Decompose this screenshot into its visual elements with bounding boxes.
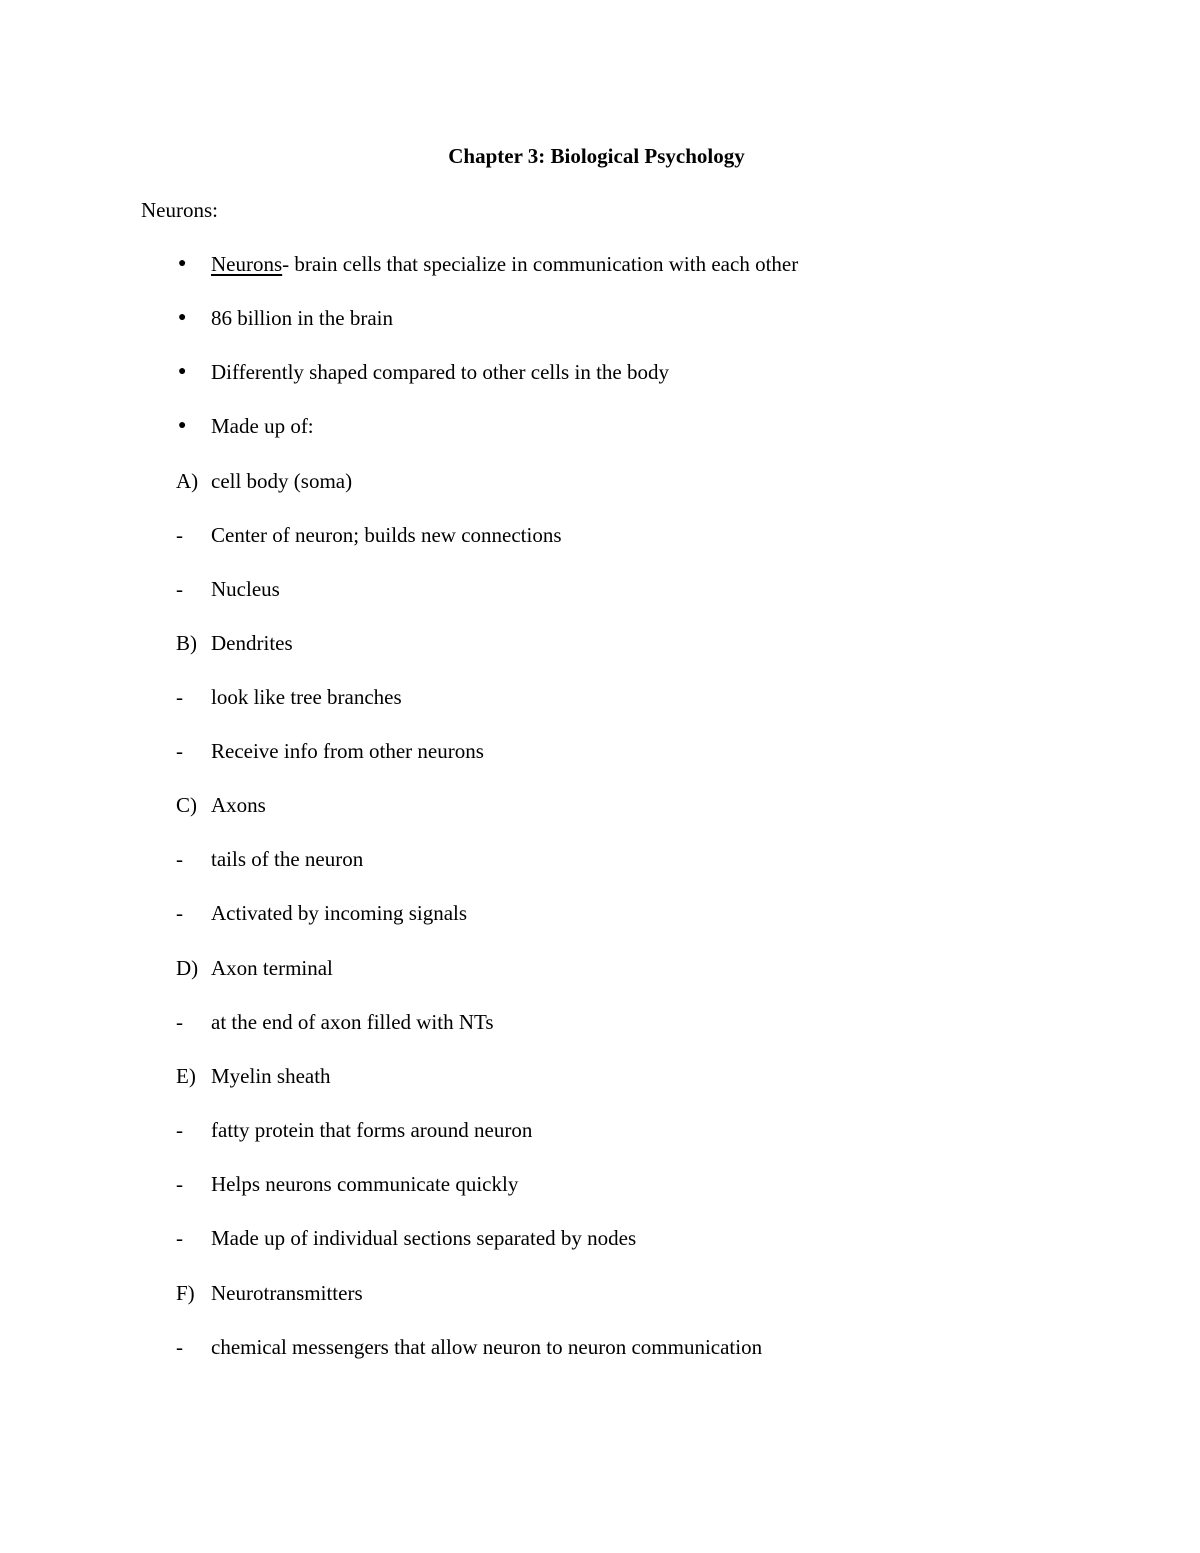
list-item-text: Neurons- brain cells that specialize in communication with each other bbox=[211, 252, 799, 276]
part-marker: D) bbox=[176, 956, 199, 980]
part-heading bbox=[0, 789, 1100, 821]
detail-text: at the end of axon filled with NTs bbox=[211, 1010, 494, 1034]
detail-item bbox=[0, 1114, 1100, 1146]
part-heading bbox=[0, 627, 1100, 659]
detail-item bbox=[0, 1222, 1100, 1254]
bullet-icon: ● bbox=[178, 256, 187, 271]
detail-item bbox=[0, 735, 1100, 767]
part-heading bbox=[0, 1060, 1100, 1092]
list-item-text: Differently shaped compared to other cells in the body bbox=[211, 360, 669, 384]
detail-item bbox=[0, 897, 1100, 929]
part-text: Axon terminal bbox=[211, 956, 333, 980]
detail-item bbox=[0, 681, 1100, 713]
bullet-icon: ● bbox=[178, 418, 187, 433]
bullet-icon: ● bbox=[178, 364, 187, 379]
detail-text: Activated by incoming signals bbox=[211, 901, 468, 925]
part-marker: A) bbox=[176, 469, 199, 493]
part-text: Neurotransmitters bbox=[211, 1281, 363, 1305]
dash-marker: - bbox=[176, 1335, 183, 1359]
detail-item bbox=[0, 1006, 1100, 1038]
detail-item bbox=[0, 519, 1100, 551]
detail-text: Receive info from other neurons bbox=[211, 739, 484, 763]
dash-marker: - bbox=[176, 847, 183, 871]
detail-item bbox=[0, 843, 1100, 875]
list-item bbox=[0, 410, 1100, 442]
detail-text: tails of the neuron bbox=[211, 847, 364, 871]
dash-marker: - bbox=[176, 901, 183, 925]
detail-item bbox=[0, 573, 1100, 605]
dash-marker: - bbox=[176, 1118, 183, 1142]
part-text: Myelin sheath bbox=[211, 1064, 331, 1088]
part-heading bbox=[0, 1277, 1100, 1309]
part-marker: C) bbox=[176, 793, 197, 817]
detail-text: look like tree branches bbox=[211, 685, 402, 709]
section-heading: Neurons: bbox=[141, 198, 218, 222]
list-item-text: 86 billion in the brain bbox=[211, 306, 393, 330]
list-item bbox=[0, 302, 1100, 334]
list-item bbox=[0, 248, 1100, 280]
part-marker: E) bbox=[176, 1064, 196, 1088]
part-text: Dendrites bbox=[211, 631, 293, 655]
dash-marker: - bbox=[176, 577, 183, 601]
part-marker: B) bbox=[176, 631, 197, 655]
dash-marker: - bbox=[176, 1010, 183, 1034]
detail-item bbox=[0, 1331, 1100, 1363]
part-marker: F) bbox=[176, 1281, 195, 1305]
dash-marker: - bbox=[176, 1226, 183, 1250]
dash-marker: - bbox=[176, 1172, 183, 1196]
detail-text: Made up of individual sections separated by nodes bbox=[211, 1226, 637, 1250]
list-item bbox=[0, 356, 1100, 388]
page-title: Chapter 3: Biological Psychology bbox=[448, 144, 745, 168]
detail-text: Center of neuron; builds new connections bbox=[211, 523, 562, 547]
dash-marker: - bbox=[176, 739, 183, 763]
part-text: Axons bbox=[211, 793, 266, 817]
bullet-icon: ● bbox=[178, 310, 187, 325]
part-text: cell body (soma) bbox=[211, 469, 353, 493]
dash-marker: - bbox=[176, 523, 183, 547]
part-heading bbox=[0, 465, 1100, 497]
key-term: Neurons bbox=[211, 252, 283, 276]
detail-text: Helps neurons communicate quickly bbox=[211, 1172, 519, 1196]
dash-marker: - bbox=[176, 685, 183, 709]
detail-item bbox=[0, 1168, 1100, 1200]
detail-text: fatty protein that forms around neuron bbox=[211, 1118, 533, 1142]
detail-text: Nucleus bbox=[211, 577, 280, 601]
list-item-text: Made up of: bbox=[211, 414, 314, 438]
part-heading bbox=[0, 952, 1100, 984]
detail-text: chemical messengers that allow neuron to neuron communication bbox=[211, 1335, 763, 1359]
